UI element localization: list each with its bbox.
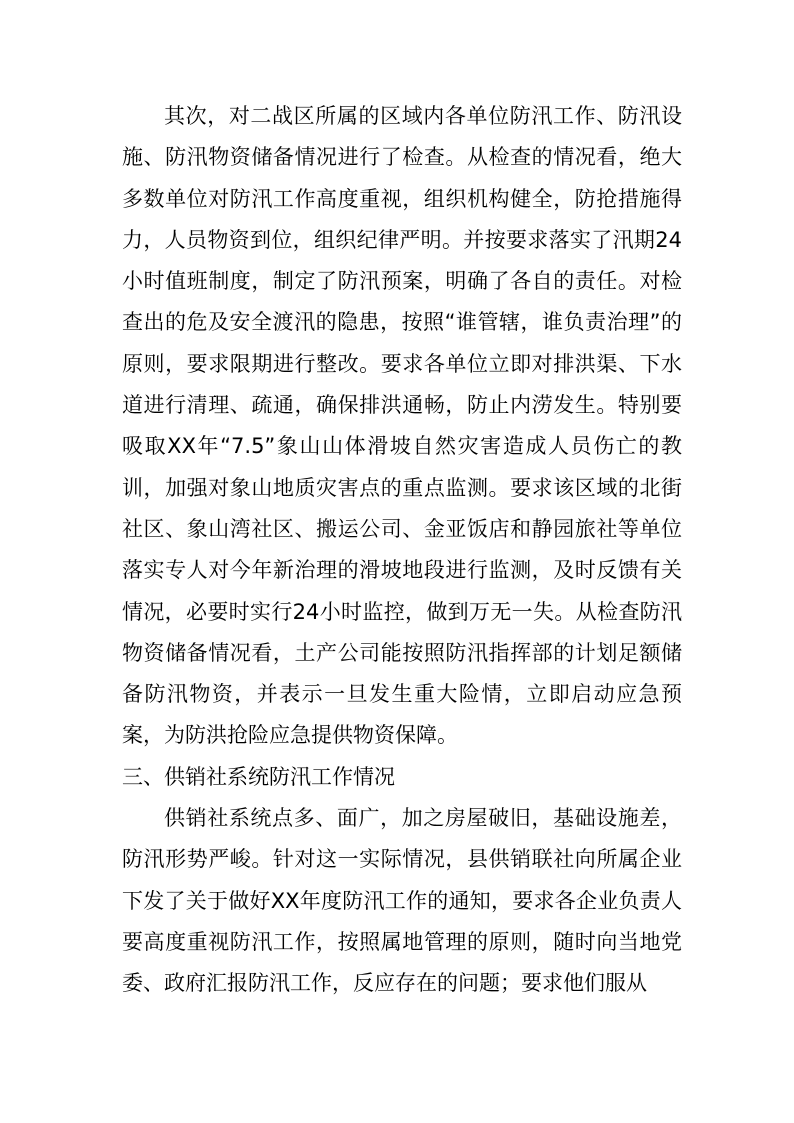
paragraph-inspection-second-zone: 其次，对二战区所属的区域内各单位防汛工作、防汛设施、防汛物资储备情况进行了检查。从检查的情况看，绝大多数单位对防汛工作高度重视，组织机构健全，防抢措施得力，人员物资到位，组织纪律严明。并按要求落实了汛期24小时值班制度，制定了防汛预案，明确了各自的责任。对检查出的危及安全渡汛的隐患，按照“谁管辖，谁负责治理”的原则，要求限期进行整改。要求各单位立即对排洪渠、下水道进行清理、疏通，确保排洪通畅，防止内涝发生。特别要吸取XX年“7.5”象山山体滑坡自然灾害造成人员伤亡的教训，加强对象山地质灾害点的重点监测。要求该区域的北街社区、象山湾社区、搬运公司、金亚饭店和静园旅社等单位落实专人对今年新治理的滑坡地段进行监测，及时反馈有关情况，必要时实行24小时监控，做到万无一失。从检查防汛物资储备情况看，土产公司能按照防汛指挥部的计划足额储备防汛物资，并表示一旦发生重大险情，立即启动应急预案，为防洪抢险应急提供物资保障。 [122,104,682,748]
section-heading-supply-cooperative: 三、供销社系统防汛工作情况 [122,764,395,789]
document-body [122,96,682,1005]
paragraph-supply-cooperative: 供销社系统点多、面广，加之房屋破旧，基础设施差，防汛形势严峻。针对这一实际情况，县供销联社向所属企业下发了关于做好XX年度防汛工作的通知，要求各企业负责人要高度重视防汛工作，按照属地管理的原则，随时向当地党委、政府汇报防汛工作，反应存在的问题；要求他们服从 [122,806,682,996]
